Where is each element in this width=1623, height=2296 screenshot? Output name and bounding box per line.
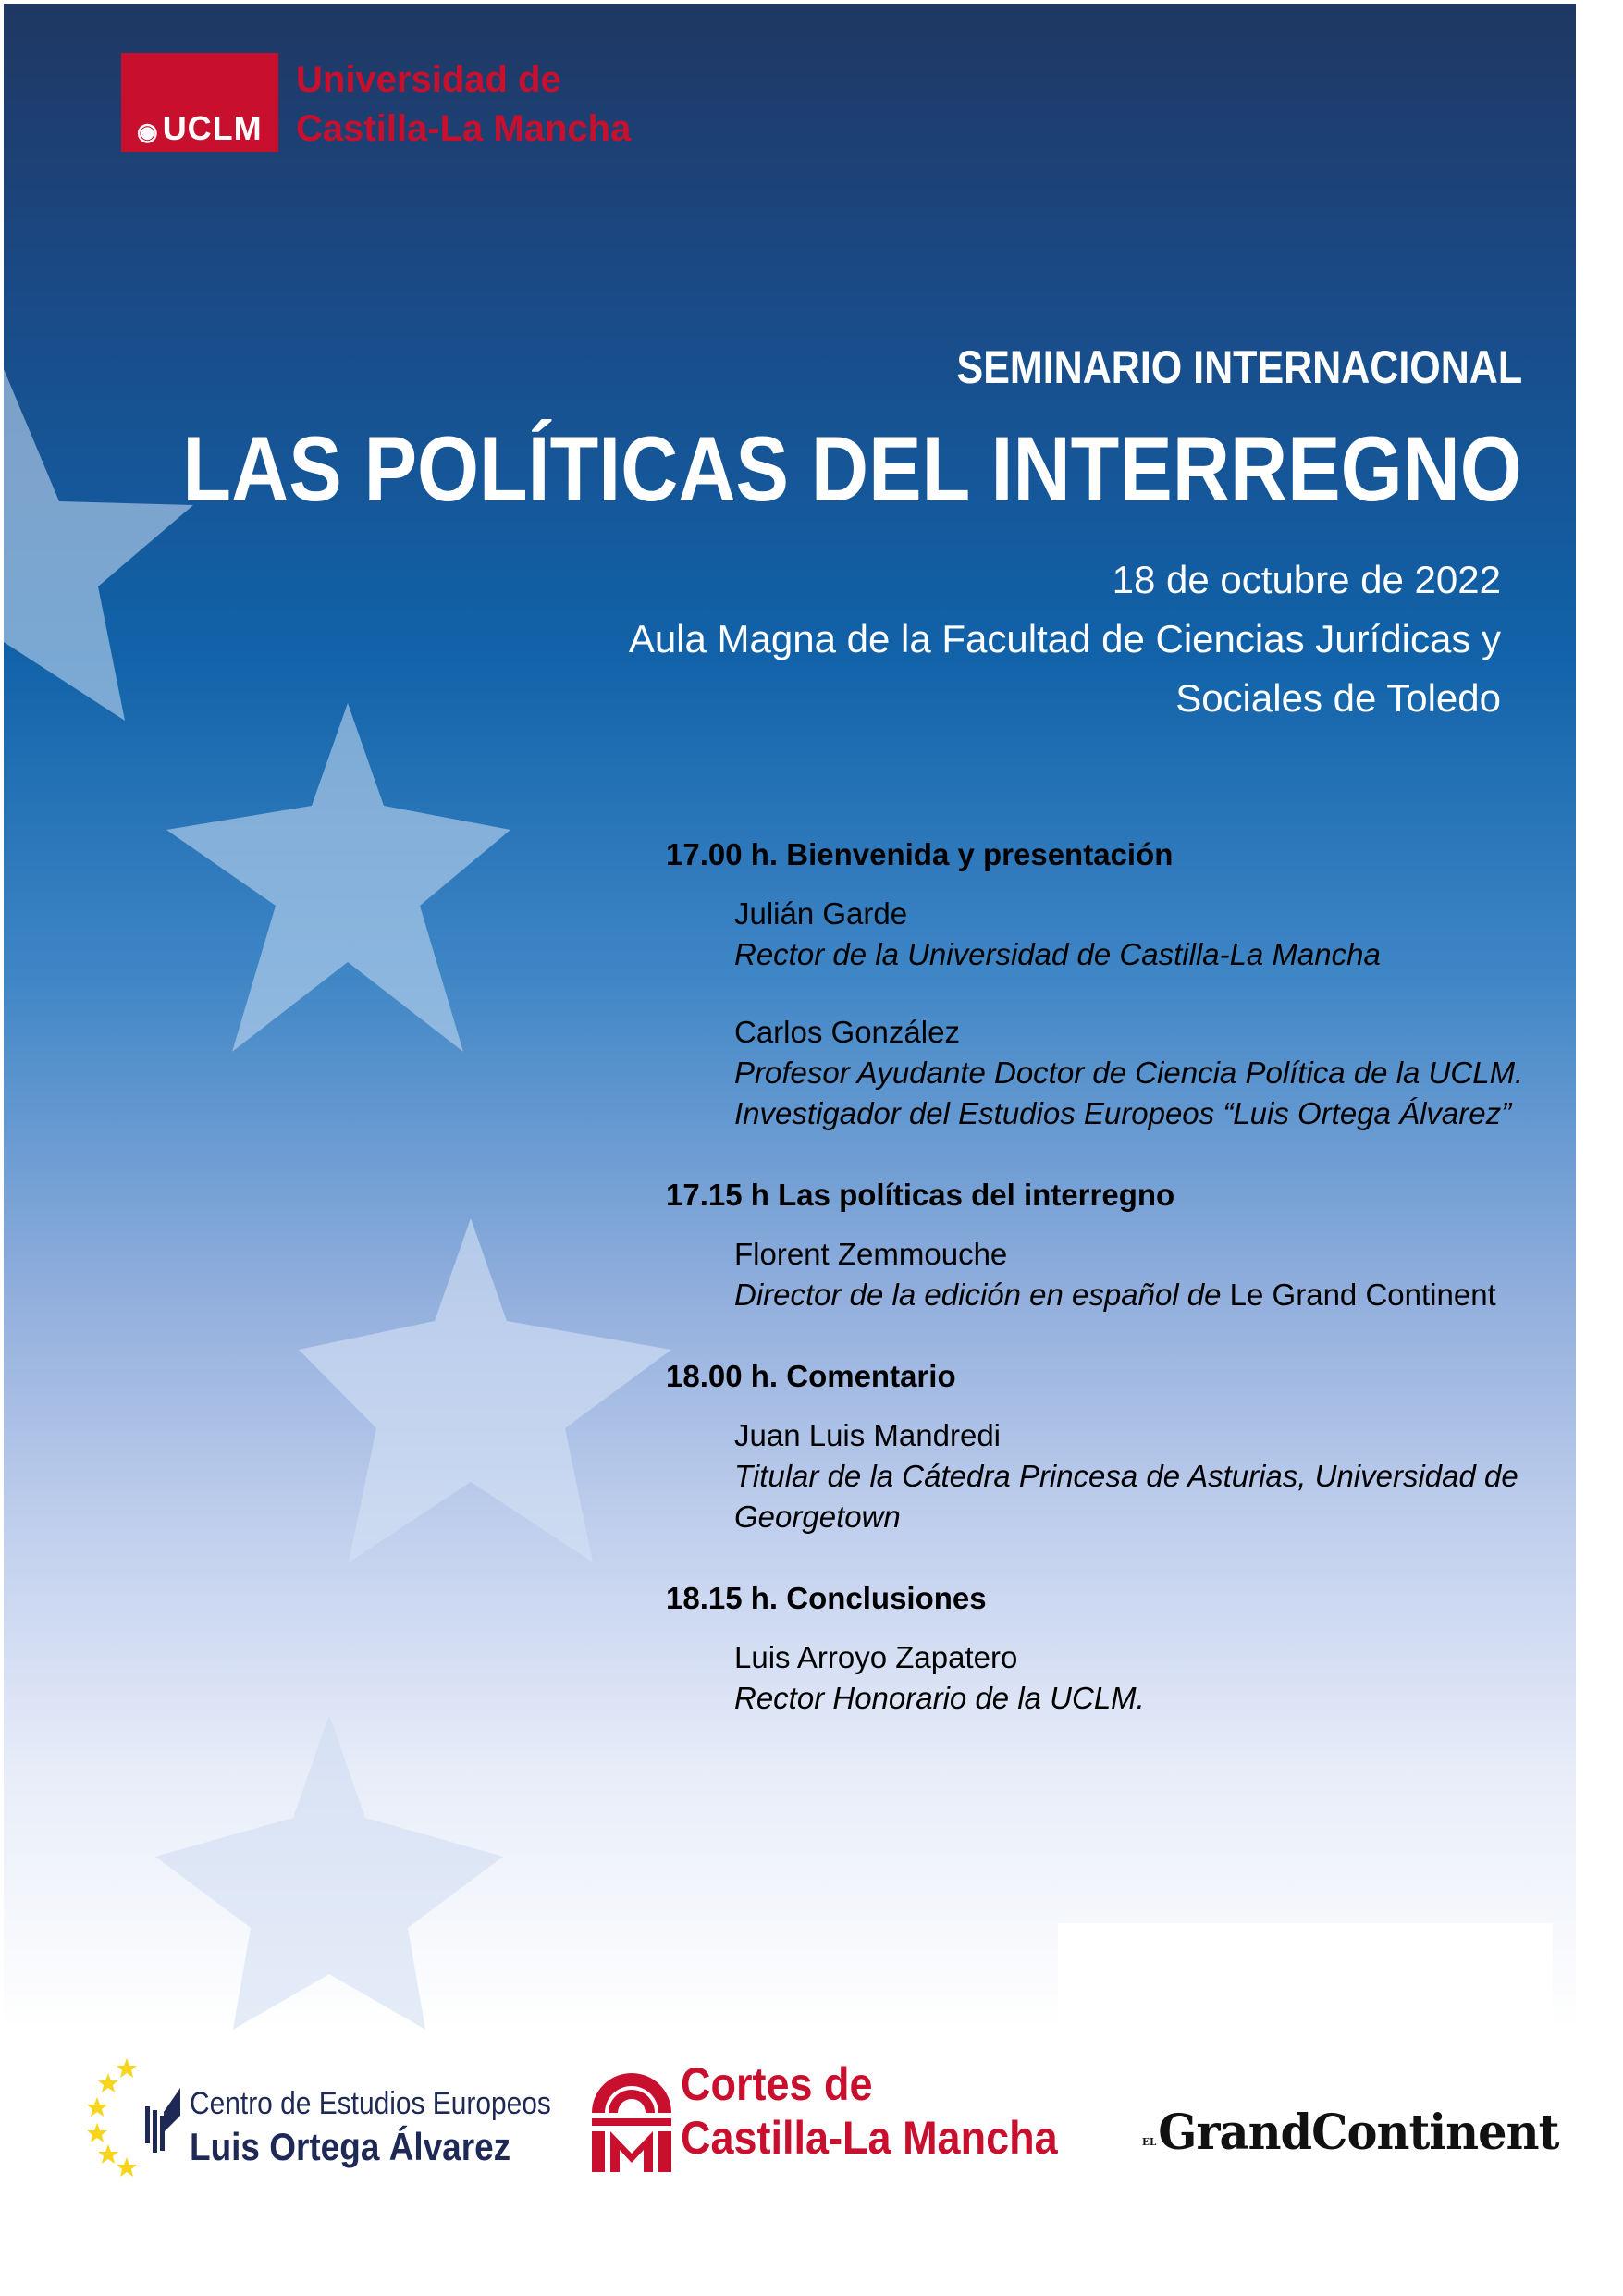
session-heading: 18.00 h. Comentario	[666, 1359, 956, 1393]
star-icon	[155, 1715, 503, 2030]
speaker-role: Rector Honorario de la UCLM.	[734, 1681, 1145, 1715]
star-icon	[299, 1218, 671, 1562]
speaker-role: Profesor Ayudante Doctor de Ciencia Política de la UCLM.	[734, 1055, 1524, 1090]
speaker-role: Georgetown	[734, 1500, 901, 1534]
speaker	[734, 1637, 1544, 1719]
cee-emblem-icon	[136, 2084, 182, 2158]
speaker-name: Juan Luis Mandredi	[734, 1418, 1002, 1452]
event-venue-line2: Sociales de Toledo	[1175, 676, 1501, 720]
session	[666, 834, 1544, 1134]
speaker-role: Titular de la Cátedra Princesa de Asturias, Universidad de	[734, 1459, 1518, 1493]
blank-panel	[1058, 1923, 1553, 2030]
session-heading: 17.15 h Las políticas del interregno	[666, 1178, 1175, 1212]
speaker	[734, 1234, 1544, 1315]
uclm-name	[296, 56, 631, 154]
speaker	[734, 1415, 1544, 1537]
grand-continent-logo	[1142, 2105, 1558, 2161]
grand-continent-prefix: EL	[1142, 2136, 1157, 2148]
uclm-arc-icon: ◉	[137, 117, 159, 145]
speaker-role: Investigador del Estudios Europeos “Luis Ortega Álvarez”	[734, 1096, 1512, 1130]
eu-stars-icon	[88, 2058, 143, 2179]
event-date: 18 de octubre de 2022	[1112, 558, 1501, 601]
page-title: LAS POLÍTICAS DEL INTERREGNO	[182, 417, 1522, 520]
uclm-acronym: UCLM	[162, 109, 263, 147]
speaker-role-publication: Le Grand Continent	[1221, 1278, 1496, 1312]
cee-logo	[88, 2058, 551, 2179]
cortes-name-line2: Castilla-La Mancha	[681, 2112, 1058, 2164]
star-icon	[166, 703, 510, 1052]
speaker-name: Julián Garde	[734, 896, 908, 931]
session	[666, 1578, 1544, 1719]
uclm-name-line1: Universidad de	[296, 59, 561, 100]
seminar-kicker: SEMINARIO INTERNACIONAL	[956, 341, 1522, 393]
speaker-name: Luis Arroyo Zapatero	[734, 1640, 1018, 1674]
event-info	[391, 550, 1501, 728]
speaker-role	[734, 1275, 1544, 1315]
cortes-name-line1: Cortes de	[681, 2058, 873, 2110]
uclm-logo	[137, 109, 263, 148]
speaker-role: Rector de la Universidad de Castilla-La Mancha	[734, 937, 1381, 971]
session-heading: 18.15 h. Conclusiones	[666, 1581, 987, 1615]
event-venue-line1: Aula Magna de la Facultad de Ciencias Jurídicas y	[628, 617, 1501, 660]
session-heading: 17.00 h. Bienvenida y presentación	[666, 837, 1174, 871]
speaker-name: Carlos González	[734, 1015, 960, 1049]
cortes-logo	[588, 2057, 1069, 2178]
session	[666, 1175, 1544, 1315]
speaker	[734, 1012, 1544, 1134]
cee-name-line2: Luis Ortega Álvarez	[190, 2125, 511, 2168]
grand-continent-name: GrandContinent	[1158, 2105, 1559, 2161]
uclm-name-line2: Castilla-La Mancha	[296, 108, 632, 149]
speaker	[734, 894, 1544, 975]
session	[666, 1356, 1544, 1537]
speaker-name: Florent Zemmouche	[734, 1237, 1008, 1271]
star-icon	[4, 369, 193, 721]
arch-building-icon	[588, 2057, 675, 2174]
program	[666, 834, 1544, 1743]
cee-name-line1: Centro de Estudios Europeos	[190, 2086, 551, 2121]
speaker-role-italic: Director de la edición en español de	[734, 1278, 1222, 1312]
